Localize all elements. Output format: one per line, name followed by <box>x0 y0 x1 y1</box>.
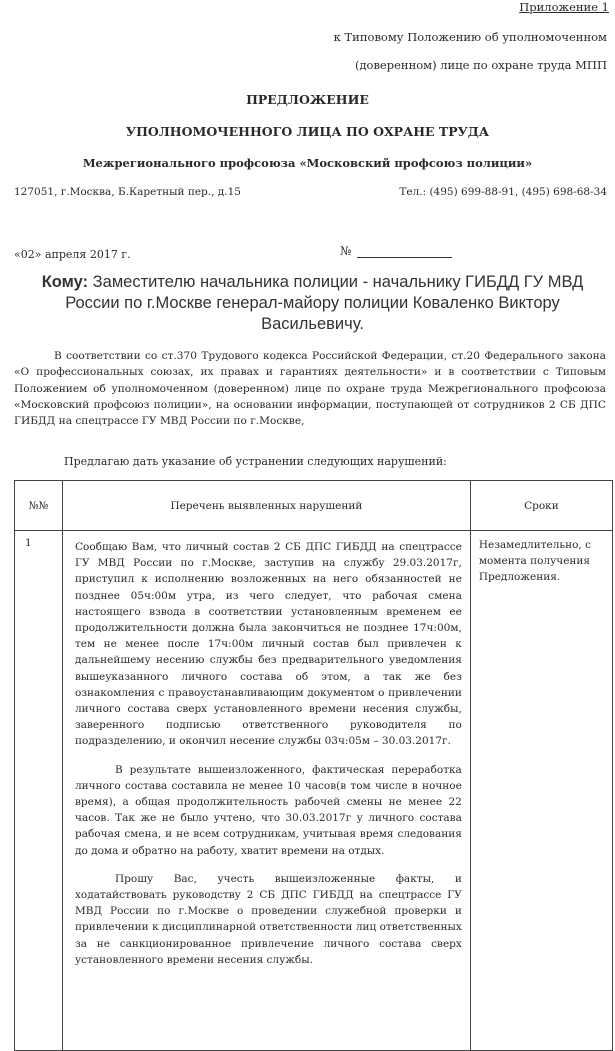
header-violations: Перечень выявленных нарушений <box>63 481 471 531</box>
document-title: ПРЕДЛОЖЕНИЕ <box>246 92 369 107</box>
row-description <box>63 531 471 1051</box>
violations-table <box>14 480 613 1051</box>
document-subtitle: УПОЛНОМОЧЕННОГО ЛИЦА ПО ОХРАНЕ ТРУДА <box>125 124 490 139</box>
header-number: №№ <box>15 481 63 531</box>
row-deadline: Незамедлительно, с момента получения Предложения. <box>470 531 612 1051</box>
number-blank-line <box>357 245 452 258</box>
appendix-reference-line2: (доверенном) лице по охране труда МПП <box>354 58 607 72</box>
description-paragraph-2: В результате вышеизложенного, фактическая переработка личного состава составила не менее 10 часов(в том числе в ночное время), а общая продолжительность рабочей смены не менее 22 часов. Так же не было учтено, что 30.03.2017г у личного состава рабочая смена, и не всем сотрудникам, учитывая время следования до дома и обратно на работу, хватит времени на отдых. <box>75 763 462 857</box>
description-paragraph-1: Сообщаю Вам, что личный состав 2 СБ ДПС ГИБДД на спецтрассе ГУ МВД России по г.Москве, заступив на службу 29.03.2017г, приступил к исполнению возложенных на него обязанностей не позднее 05ч:00м утра, из чего следует, что рабочая смена настоящего взвода в соответствии установленным временем ее продолжительности должна была закончиться не позднее 17ч:00м, тем не менее после 17ч:00м личный состав был привлечен к дальнейшему несению службы без предварительного уведомления вышеуказанного личного состава об этом, а так же без ознакомления с правоустанавливающим документом о привлечении личного состава сверх установленного времени несения службы, заверенного подписью ответственного руководителя по подразделению, и окончил несение службы 03ч:05м – 30.03.2017г. <box>75 541 462 748</box>
appendix-label: Приложение 1 <box>519 0 609 14</box>
organization-address: 127051, г.Москва, Б.Каретный пер., д.15 <box>14 186 241 198</box>
addressee-block <box>20 272 605 335</box>
addressee-text: Заместителю начальника полиции - начальнику ГИБДД ГУ МВД России по г.Москве генерал-майору полиции Коваленко Виктору Васильевичу. <box>65 273 584 333</box>
appendix-reference-line1: к Типовому Положению об уполномоченном <box>333 30 607 44</box>
number-label: № <box>340 244 352 258</box>
organization-name: Межрегионального профсоюза «Московский профсоюз полиции» <box>82 156 533 170</box>
document-date: «02» апреля 2017 г. <box>14 248 131 261</box>
addressee-label: Кому: <box>41 273 89 291</box>
document-number <box>340 244 452 258</box>
intro-paragraph: В соответствии со ст.370 Трудового кодекса Российской Федерации, ст.20 Федерального закона «О профессиональных союзах, их правах и гарантиях деятельности» и в соответствии с Типовым Положением об уполномоченном (доверенном) лице по охране труда Межрегионального профсоюза «Московский профсоюз полиции», на основании информации, поступающей от сотрудников 2 СБ ДПС ГИБДД на спецтрассе ГУ МВД России по г.Москве, <box>14 350 606 428</box>
description-paragraph-3: Прошу Вас, учесть вышеизложенные факты, и ходатайствовать руководству 2 СБ ДПС ГИБДД на спецтрассе ГУ МВД России по г.Москве о проведении служебной проверки и привлечении к дисциплинарной ответственности лиц ответственных за не санкционированное привлечение личного состава сверх установленного времени несения службы. <box>75 872 462 966</box>
organization-phone: Тел.: (495) 699-88-91, (495) 698-68-34 <box>399 186 607 198</box>
row-number: 1 <box>15 531 63 1051</box>
header-deadline: Сроки <box>470 481 612 531</box>
table-header-row <box>15 481 613 531</box>
proposal-statement: Предлагаю дать указание об устранении следующих нарушений: <box>64 455 447 468</box>
table-row <box>15 531 613 1051</box>
